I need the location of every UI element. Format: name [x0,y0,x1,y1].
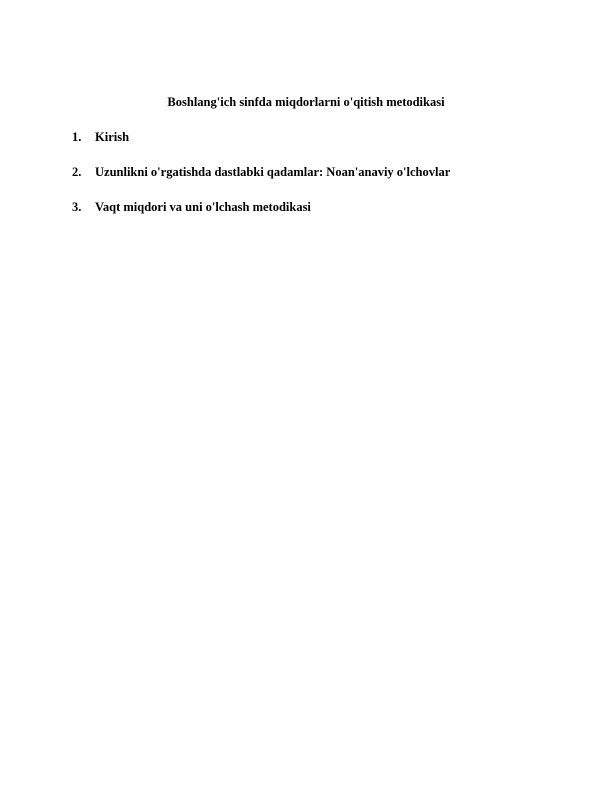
list-item-text: Uzunlikni o'rgatishda dastlabki qadamlar: Noan'anaviy o'lchovlar [95,165,451,179]
list-item [72,129,558,145]
list-item [72,199,558,215]
list-item-number: 3. [72,200,82,214]
list-item-text: Vaqt miqdori va uni o'lchash metodikasi [95,200,311,214]
list-item-text: Kirish [95,130,130,144]
list-item-number: 2. [72,165,82,179]
document-title: Boshlang'ich sinfda miqdorlarni o'qitish metodikasi [167,95,445,109]
numbered-list [72,129,558,234]
list-item [72,164,558,180]
list-item-number: 1. [72,130,82,144]
